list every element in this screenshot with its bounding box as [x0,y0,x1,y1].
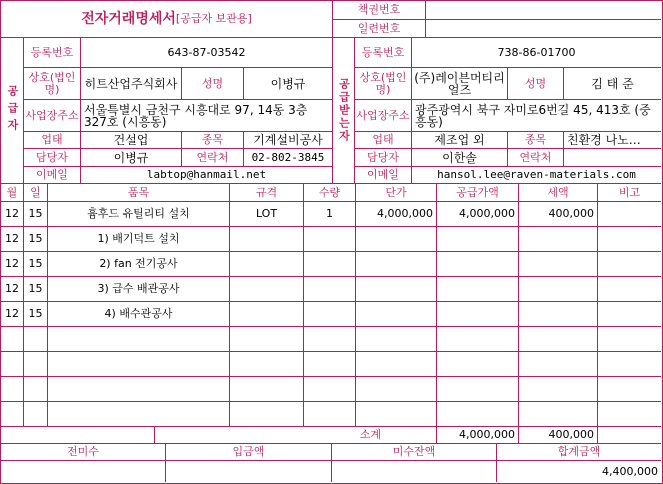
prev-unpaid-value [1,461,166,482]
total-label: 합계금액 [497,444,661,461]
supplier-name: 이병규 [244,68,333,100]
row-day-cell: 15 [24,202,48,227]
row-unit-price-cell [356,377,437,402]
row-item-cell: 2) fan 전기공사 [48,252,230,277]
row-supply-cell [437,327,519,352]
row-spec-cell [230,227,304,252]
receiver-business-type: 제조업 외 [412,132,508,149]
supplier-contact-label: 연락처 [182,149,244,167]
row-item-cell: 흄후드 유틸리티 설치 [48,202,230,227]
subtotal-tax: 400,000 [519,427,598,444]
col-tax-header: 세액 [519,184,598,202]
row-supply-cell [437,352,519,377]
row-month-cell: 12 [1,302,24,327]
row-tax-cell [519,277,598,302]
supplier-business-type-label: 업태 [24,132,81,149]
row-month-cell: 12 [1,202,24,227]
row-tax-cell [519,227,598,252]
receiver-name-label: 성명 [508,68,564,100]
receiver-address-label: 사업장주소 [355,100,412,132]
col-qty-header: 수량 [304,184,356,202]
col-spec-header: 규격 [230,184,304,202]
row-tax-cell [519,252,598,277]
col-month-header: 월 [1,184,24,202]
receiver-manager: 이한솔 [412,149,508,167]
row-supply-cell [437,277,519,302]
col-note-header: 비고 [598,184,661,202]
supplier-reg-label: 등록번호 [24,38,81,68]
row-qty-cell [304,402,356,427]
row-day-cell: 15 [24,252,48,277]
row-day-cell: 15 [24,302,48,327]
row-qty-cell [304,252,356,277]
supplier-contact: 02-802-3845 [244,149,333,167]
supplier-address: 서울특별시 금천구 시흥대로 97, 14동 3층 327호 (시흥동) [81,100,333,132]
row-spec-cell [230,402,304,427]
total-value: 4,400,000 [602,464,658,478]
receiver-section-label: 공급받는자 [333,38,355,184]
row-unit-price-cell [356,302,437,327]
supplier-address-label: 사업장주소 [24,100,81,132]
row-note-cell [598,377,661,402]
paid-value [166,461,332,482]
supplier-business-type: 건설업 [81,132,182,149]
row-unit-price-cell [356,252,437,277]
col-day-header: 일 [24,184,48,202]
row-unit-price-cell [356,277,437,302]
title-text: 전자거래명세서 [81,11,176,27]
row-note-cell [598,352,661,377]
receiver-email-label: 이메일 [355,167,412,184]
receiver-contact-label: 연락처 [508,149,564,167]
row-item-cell: 3) 급수 배관공사 [48,277,230,302]
unpaid-label: 미수잔액 [332,444,497,461]
subtotal-supply: 4,000,000 [437,427,519,444]
row-unit-price-cell [356,227,437,252]
receiver-business-type-label: 업태 [355,132,412,149]
row-day-cell: 15 [24,277,48,302]
row-item-cell [48,402,230,427]
subtotal-blank-left [1,427,155,444]
book-no-value [426,1,661,20]
row-supply-cell [437,302,519,327]
row-unit-price-cell: 4,000,000 [356,202,437,227]
supplier-manager: 이병규 [81,149,182,167]
supplier-company-label: 상호(법인명) [24,68,81,100]
receiver-manager-label: 담당자 [355,149,412,167]
row-supply-cell [437,402,519,427]
row-day-cell [24,327,48,352]
receiver-email: hansol.lee@raven-materials.com [412,167,661,184]
row-tax-cell [519,402,598,427]
receiver-name: 김 태 준 [564,68,661,100]
row-spec-cell [230,377,304,402]
row-tax-cell: 400,000 [519,202,598,227]
row-spec-cell [230,277,304,302]
row-item-cell: 4) 배수관공사 [48,302,230,327]
row-tax-cell [519,302,598,327]
receiver-reg-label: 등록번호 [355,38,412,68]
supplier-name-label: 성명 [182,68,244,100]
row-spec-cell [230,252,304,277]
supplier-reg-no: 643-87-03542 [81,38,333,68]
row-qty-cell [304,227,356,252]
book-no-label: 책권번호 [333,1,426,20]
row-qty-cell [304,377,356,402]
row-unit-price-cell [356,352,437,377]
row-tax-cell [519,327,598,352]
row-note-cell [598,277,661,302]
row-day-cell: 15 [24,227,48,252]
row-qty-cell [304,277,356,302]
supplier-item-label: 종목 [182,132,244,149]
subtotal-note [598,427,661,444]
receiver-contact [564,149,661,167]
serial-value [426,20,661,38]
row-note-cell [598,402,661,427]
row-month-cell: 12 [1,227,24,252]
serial-label: 일련번호 [333,20,426,38]
row-item-cell [48,327,230,352]
supplier-manager-label: 담당자 [24,149,81,167]
row-qty-cell [304,302,356,327]
row-month-cell: 12 [1,277,24,302]
row-day-cell [24,352,48,377]
row-qty-cell: 1 [304,202,356,227]
col-unit-price-header: 단가 [356,184,437,202]
row-note-cell [598,327,661,352]
row-note-cell [598,227,661,252]
receiver-address: 광주광역시 북구 자미로6번길 45, 413호 (중흥동) [412,100,661,132]
row-unit-price-cell [356,327,437,352]
row-spec-cell: LOT [230,202,304,227]
col-supply-header: 공급가액 [437,184,519,202]
row-spec-cell [230,352,304,377]
supplier-company: 히트산업주식회사 [81,68,182,100]
prev-unpaid-label: 전미수 [1,444,166,461]
row-tax-cell [519,352,598,377]
receiver-reg-no: 738-86-01700 [412,38,661,68]
receiver-item: 친환경 나노… [564,132,661,149]
row-item-cell [48,352,230,377]
receiver-company-label: 상호(법인명) [355,68,412,100]
row-qty-cell [304,327,356,352]
row-unit-price-cell [356,402,437,427]
row-note-cell [598,302,661,327]
row-spec-cell [230,302,304,327]
row-day-cell [24,377,48,402]
receiver-company: (주)레이븐머티리얼즈 [412,68,508,100]
row-month-cell: 12 [1,252,24,277]
row-day-cell [24,402,48,427]
col-item-header: 품목 [48,184,230,202]
row-supply-cell: 4,000,000 [437,202,519,227]
subtotal-label: 소계 [155,427,437,444]
receiver-item-label: 종목 [508,132,564,149]
row-supply-cell [437,227,519,252]
row-month-cell [1,377,24,402]
unpaid-value [332,461,497,482]
row-qty-cell [304,352,356,377]
supplier-section-label: 공급자 [1,38,24,184]
row-note-cell [598,202,661,227]
supplier-email: labtop@hanmail.net [81,167,333,184]
row-tax-cell [519,377,598,402]
document-title [1,1,333,38]
row-item-cell: 1) 배기덕트 설치 [48,227,230,252]
supplier-item: 기계설비공사 [244,132,333,149]
row-month-cell [1,352,24,377]
row-month-cell [1,402,24,427]
row-month-cell [1,327,24,352]
row-spec-cell [230,327,304,352]
paid-label: 입금액 [166,444,332,461]
supplier-email-label: 이메일 [24,167,81,184]
row-supply-cell [437,252,519,277]
row-supply-cell [437,377,519,402]
row-note-cell [598,252,661,277]
title-note: [공급자 보관용] [175,12,252,25]
row-item-cell [48,377,230,402]
